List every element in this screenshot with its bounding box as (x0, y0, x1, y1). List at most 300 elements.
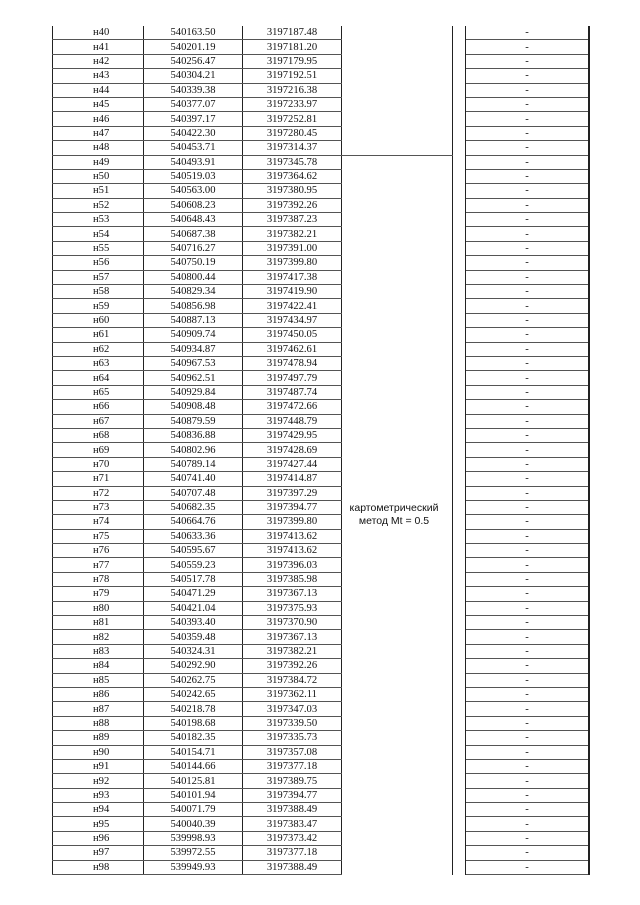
delta-cell: - (466, 644, 590, 658)
y-coordinate-cell: 3197364.62 (243, 169, 342, 183)
point-cell: н48 (53, 141, 144, 155)
method-note (339, 502, 449, 528)
method-cell (342, 457, 453, 471)
y-coordinate-cell: 3197357.08 (243, 745, 342, 759)
delta-cell: - (466, 759, 590, 773)
point-cell: н50 (53, 169, 144, 183)
y-coordinate-cell: 3197392.26 (243, 198, 342, 212)
table-row (53, 371, 590, 385)
spacer-cell (453, 616, 466, 630)
y-coordinate-cell: 3197179.95 (243, 54, 342, 68)
table-row (53, 112, 590, 126)
spacer-cell (453, 126, 466, 140)
x-coordinate-cell: 540256.47 (144, 54, 243, 68)
y-coordinate-cell: 3197472.66 (243, 400, 342, 414)
y-coordinate-cell: 3197427.44 (243, 457, 342, 471)
method-cell (342, 169, 453, 183)
point-cell: н75 (53, 529, 144, 543)
coordinates-sheet (52, 26, 590, 875)
delta-cell: - (466, 299, 590, 313)
spacer-cell (453, 860, 466, 874)
x-coordinate-cell: 540324.31 (144, 644, 243, 658)
method-cell (342, 472, 453, 486)
point-cell: н69 (53, 443, 144, 457)
spacer-cell (453, 227, 466, 241)
x-coordinate-cell: 540856.98 (144, 299, 243, 313)
table-row (53, 126, 590, 140)
y-coordinate-cell: 3197388.49 (243, 860, 342, 874)
spacer-cell (453, 428, 466, 442)
y-coordinate-cell: 3197383.47 (243, 817, 342, 831)
y-coordinate-cell: 3197382.21 (243, 227, 342, 241)
x-coordinate-cell: 540789.14 (144, 457, 243, 471)
y-coordinate-cell: 3197375.93 (243, 601, 342, 615)
spacer-cell (453, 112, 466, 126)
point-cell: н60 (53, 313, 144, 327)
table-row (53, 457, 590, 471)
table-row (53, 299, 590, 313)
x-coordinate-cell: 540929.84 (144, 385, 243, 399)
x-coordinate-cell: 540144.66 (144, 759, 243, 773)
x-coordinate-cell: 540800.44 (144, 270, 243, 284)
y-coordinate-cell: 3197367.13 (243, 587, 342, 601)
x-coordinate-cell: 540262.75 (144, 673, 243, 687)
point-cell: н95 (53, 817, 144, 831)
method-cell (342, 659, 453, 673)
y-coordinate-cell: 3197413.62 (243, 544, 342, 558)
spacer-cell (453, 774, 466, 788)
point-cell: н73 (53, 500, 144, 514)
y-coordinate-cell: 3197478.94 (243, 356, 342, 370)
delta-cell: - (466, 529, 590, 543)
delta-cell: - (466, 112, 590, 126)
point-cell: н96 (53, 831, 144, 845)
x-coordinate-cell: 540829.34 (144, 285, 243, 299)
delta-cell: - (466, 40, 590, 54)
point-cell: н51 (53, 184, 144, 198)
point-cell: н93 (53, 788, 144, 802)
delta-cell: - (466, 428, 590, 442)
table-row (53, 198, 590, 212)
spacer-cell (453, 572, 466, 586)
method-cell (342, 328, 453, 342)
point-cell: н76 (53, 544, 144, 558)
spacer-cell (453, 400, 466, 414)
table-row (53, 40, 590, 54)
x-coordinate-cell: 540836.88 (144, 428, 243, 442)
delta-cell: - (466, 745, 590, 759)
spacer-cell (453, 54, 466, 68)
spacer-cell (453, 544, 466, 558)
spacer-cell (453, 846, 466, 860)
delta-cell: - (466, 227, 590, 241)
table-row (53, 26, 590, 40)
delta-cell: - (466, 716, 590, 730)
delta-cell: - (466, 601, 590, 615)
y-coordinate-cell: 3197347.03 (243, 702, 342, 716)
delta-cell: - (466, 213, 590, 227)
y-coordinate-cell: 3197181.20 (243, 40, 342, 54)
point-cell: н61 (53, 328, 144, 342)
method-cell (342, 198, 453, 212)
point-cell: н52 (53, 198, 144, 212)
method-cell (342, 256, 453, 270)
y-coordinate-cell: 3197252.81 (243, 112, 342, 126)
y-coordinate-cell: 3197414.87 (243, 472, 342, 486)
point-cell: н56 (53, 256, 144, 270)
method-cell (342, 83, 453, 97)
method-cell (342, 270, 453, 284)
delta-cell: - (466, 313, 590, 327)
y-coordinate-cell: 3197382.21 (243, 644, 342, 658)
x-coordinate-cell: 540887.13 (144, 313, 243, 327)
point-cell: н92 (53, 774, 144, 788)
spacer-cell (453, 587, 466, 601)
method-cell (342, 616, 453, 630)
spacer-cell (453, 831, 466, 845)
x-coordinate-cell: 540201.19 (144, 40, 243, 54)
y-coordinate-cell: 3197367.13 (243, 630, 342, 644)
x-coordinate-cell: 540682.35 (144, 500, 243, 514)
method-cell (342, 702, 453, 716)
table-row (53, 356, 590, 370)
method-cell (342, 587, 453, 601)
table-row (53, 169, 590, 183)
spacer-cell (453, 97, 466, 111)
spacer-cell (453, 328, 466, 342)
delta-cell: - (466, 54, 590, 68)
table-row (53, 54, 590, 68)
x-coordinate-cell: 540595.67 (144, 544, 243, 558)
x-coordinate-cell: 540339.38 (144, 83, 243, 97)
method-cell (342, 69, 453, 83)
table-row (53, 385, 590, 399)
point-cell: н45 (53, 97, 144, 111)
table-row (53, 745, 590, 759)
table-row (53, 659, 590, 673)
y-coordinate-cell: 3197384.72 (243, 673, 342, 687)
point-cell: н65 (53, 385, 144, 399)
spacer-cell (453, 141, 466, 155)
delta-cell: - (466, 241, 590, 255)
y-coordinate-cell: 3197187.48 (243, 26, 342, 40)
point-cell: н42 (53, 54, 144, 68)
delta-cell: - (466, 558, 590, 572)
y-coordinate-cell: 3197399.80 (243, 515, 342, 529)
x-coordinate-cell: 540648.43 (144, 213, 243, 227)
y-coordinate-cell: 3197428.69 (243, 443, 342, 457)
point-cell: н79 (53, 587, 144, 601)
point-cell: н62 (53, 342, 144, 356)
table-row (53, 529, 590, 543)
point-cell: н66 (53, 400, 144, 414)
table-row (53, 500, 590, 514)
point-cell: н47 (53, 126, 144, 140)
x-coordinate-cell: 540101.94 (144, 788, 243, 802)
point-cell: н77 (53, 558, 144, 572)
spacer-cell (453, 716, 466, 730)
method-cell (342, 443, 453, 457)
x-coordinate-cell: 540716.27 (144, 241, 243, 255)
y-coordinate-cell: 3197339.50 (243, 716, 342, 730)
x-coordinate-cell: 540563.00 (144, 184, 243, 198)
spacer-cell (453, 472, 466, 486)
delta-cell: - (466, 457, 590, 471)
delta-cell: - (466, 356, 590, 370)
method-cell (342, 572, 453, 586)
y-coordinate-cell: 3197434.97 (243, 313, 342, 327)
delta-cell: - (466, 126, 590, 140)
table-row (53, 486, 590, 500)
delta-cell: - (466, 544, 590, 558)
table-row (53, 285, 590, 299)
spacer-cell (453, 457, 466, 471)
y-coordinate-cell: 3197388.49 (243, 803, 342, 817)
x-coordinate-cell: 540909.74 (144, 328, 243, 342)
point-cell: н41 (53, 40, 144, 54)
table-row (53, 428, 590, 442)
y-coordinate-cell: 3197392.26 (243, 659, 342, 673)
point-cell: н94 (53, 803, 144, 817)
x-coordinate-cell: 540242.65 (144, 687, 243, 701)
spacer-cell (453, 184, 466, 198)
delta-cell: - (466, 443, 590, 457)
x-coordinate-cell: 539972.55 (144, 846, 243, 860)
delta-cell: - (466, 414, 590, 428)
spacer-cell (453, 40, 466, 54)
x-coordinate-cell: 540967.53 (144, 356, 243, 370)
y-coordinate-cell: 3197396.03 (243, 558, 342, 572)
delta-cell: - (466, 486, 590, 500)
spacer-cell (453, 644, 466, 658)
delta-cell: - (466, 184, 590, 198)
point-cell: н84 (53, 659, 144, 673)
x-coordinate-cell: 540559.23 (144, 558, 243, 572)
point-cell: н85 (53, 673, 144, 687)
point-cell: н88 (53, 716, 144, 730)
table-row (53, 270, 590, 284)
x-coordinate-cell: 540471.29 (144, 587, 243, 601)
point-cell: н44 (53, 83, 144, 97)
method-cell (342, 97, 453, 111)
method-cell (342, 385, 453, 399)
point-cell: н63 (53, 356, 144, 370)
spacer-cell (453, 270, 466, 284)
spacer-cell (453, 601, 466, 615)
delta-cell: - (466, 256, 590, 270)
delta-cell: - (466, 342, 590, 356)
x-coordinate-cell: 540879.59 (144, 414, 243, 428)
x-coordinate-cell: 540802.96 (144, 443, 243, 457)
spacer-cell (453, 241, 466, 255)
method-cell (342, 227, 453, 241)
method-cell (342, 213, 453, 227)
x-coordinate-cell: 540182.35 (144, 731, 243, 745)
x-coordinate-cell: 540154.71 (144, 745, 243, 759)
method-cell (342, 759, 453, 773)
spacer-cell (453, 803, 466, 817)
y-coordinate-cell: 3197216.38 (243, 83, 342, 97)
method-cell (342, 803, 453, 817)
y-coordinate-cell: 3197394.77 (243, 788, 342, 802)
y-coordinate-cell: 3197377.18 (243, 846, 342, 860)
method-cell (342, 155, 453, 169)
method-cell (342, 26, 453, 40)
x-coordinate-cell: 539998.93 (144, 831, 243, 845)
spacer-cell (453, 659, 466, 673)
delta-cell: - (466, 371, 590, 385)
x-coordinate-cell: 540908.48 (144, 400, 243, 414)
method-cell (342, 831, 453, 845)
y-coordinate-cell: 3197345.78 (243, 155, 342, 169)
x-coordinate-cell: 540377.07 (144, 97, 243, 111)
point-cell: н80 (53, 601, 144, 615)
spacer-cell (453, 371, 466, 385)
spacer-cell (453, 486, 466, 500)
table-row (53, 616, 590, 630)
point-cell: н49 (53, 155, 144, 169)
point-cell: н71 (53, 472, 144, 486)
spacer-cell (453, 155, 466, 169)
delta-cell: - (466, 817, 590, 831)
table-row (53, 702, 590, 716)
y-coordinate-cell: 3197377.18 (243, 759, 342, 773)
point-cell: н72 (53, 486, 144, 500)
method-cell (342, 687, 453, 701)
method-cell (342, 141, 453, 155)
point-cell: н91 (53, 759, 144, 773)
table-row (53, 731, 590, 745)
point-cell: н46 (53, 112, 144, 126)
method-cell (342, 299, 453, 313)
point-cell: н82 (53, 630, 144, 644)
point-cell: н83 (53, 644, 144, 658)
delta-cell: - (466, 572, 590, 586)
delta-cell: - (466, 831, 590, 845)
spacer-cell (453, 285, 466, 299)
table-row (53, 141, 590, 155)
y-coordinate-cell: 3197280.45 (243, 126, 342, 140)
table-row (53, 241, 590, 255)
x-coordinate-cell: 540934.87 (144, 342, 243, 356)
y-coordinate-cell: 3197233.97 (243, 97, 342, 111)
spacer-cell (453, 731, 466, 745)
y-coordinate-cell: 3197497.79 (243, 371, 342, 385)
delta-cell: - (466, 687, 590, 701)
delta-cell: - (466, 83, 590, 97)
y-coordinate-cell: 3197387.23 (243, 213, 342, 227)
y-coordinate-cell: 3197389.75 (243, 774, 342, 788)
spacer-cell (453, 83, 466, 97)
method-cell (342, 400, 453, 414)
x-coordinate-cell: 540633.36 (144, 529, 243, 543)
spacer-cell (453, 356, 466, 370)
y-coordinate-cell: 3197192.51 (243, 69, 342, 83)
table-row (53, 587, 590, 601)
point-cell: н98 (53, 860, 144, 874)
spacer-cell (453, 558, 466, 572)
table-row (53, 69, 590, 83)
method-cell (342, 356, 453, 370)
spacer-cell (453, 313, 466, 327)
table-row (53, 342, 590, 356)
table-row (53, 601, 590, 615)
table-row (53, 515, 590, 529)
method-cell (342, 846, 453, 860)
method-cell (342, 716, 453, 730)
x-coordinate-cell: 540125.81 (144, 774, 243, 788)
spacer-cell (453, 500, 466, 514)
spacer-cell (453, 529, 466, 543)
x-coordinate-cell: 540292.90 (144, 659, 243, 673)
delta-cell: - (466, 788, 590, 802)
y-coordinate-cell: 3197373.42 (243, 831, 342, 845)
table-row (53, 687, 590, 701)
delta-cell: - (466, 385, 590, 399)
spacer-cell (453, 630, 466, 644)
table-row (53, 256, 590, 270)
method-cell (342, 184, 453, 198)
spacer-cell (453, 256, 466, 270)
delta-cell: - (466, 69, 590, 83)
x-coordinate-cell: 540422.30 (144, 126, 243, 140)
spacer-cell (453, 213, 466, 227)
y-coordinate-cell: 3197450.05 (243, 328, 342, 342)
y-coordinate-cell: 3197370.90 (243, 616, 342, 630)
spacer-cell (453, 745, 466, 759)
table-row (53, 184, 590, 198)
y-coordinate-cell: 3197394.77 (243, 500, 342, 514)
point-cell: н54 (53, 227, 144, 241)
table-row (53, 97, 590, 111)
delta-cell: - (466, 731, 590, 745)
delta-cell: - (466, 270, 590, 284)
method-line-1: картометрический (349, 502, 439, 514)
x-coordinate-cell: 540421.04 (144, 601, 243, 615)
y-coordinate-cell: 3197397.29 (243, 486, 342, 500)
point-cell: н40 (53, 26, 144, 40)
table-row (53, 328, 590, 342)
method-cell (342, 529, 453, 543)
method-cell (342, 313, 453, 327)
spacer-cell (453, 702, 466, 716)
spacer-cell (453, 817, 466, 831)
x-coordinate-cell: 540397.17 (144, 112, 243, 126)
method-cell (342, 486, 453, 500)
table-row (53, 227, 590, 241)
method-cell (342, 731, 453, 745)
delta-cell: - (466, 515, 590, 529)
method-cell (342, 601, 453, 615)
table-row (53, 630, 590, 644)
point-cell: н58 (53, 285, 144, 299)
x-coordinate-cell: 540071.79 (144, 803, 243, 817)
delta-cell: - (466, 198, 590, 212)
delta-cell: - (466, 26, 590, 40)
point-cell: н55 (53, 241, 144, 255)
spacer-cell (453, 515, 466, 529)
method-cell (342, 788, 453, 802)
x-coordinate-cell: 540664.76 (144, 515, 243, 529)
y-coordinate-cell: 3197385.98 (243, 572, 342, 586)
point-cell: н70 (53, 457, 144, 471)
table-row (53, 803, 590, 817)
x-coordinate-cell: 539949.93 (144, 860, 243, 874)
y-coordinate-cell: 3197487.74 (243, 385, 342, 399)
delta-cell: - (466, 860, 590, 874)
spacer-cell (453, 385, 466, 399)
delta-cell: - (466, 328, 590, 342)
